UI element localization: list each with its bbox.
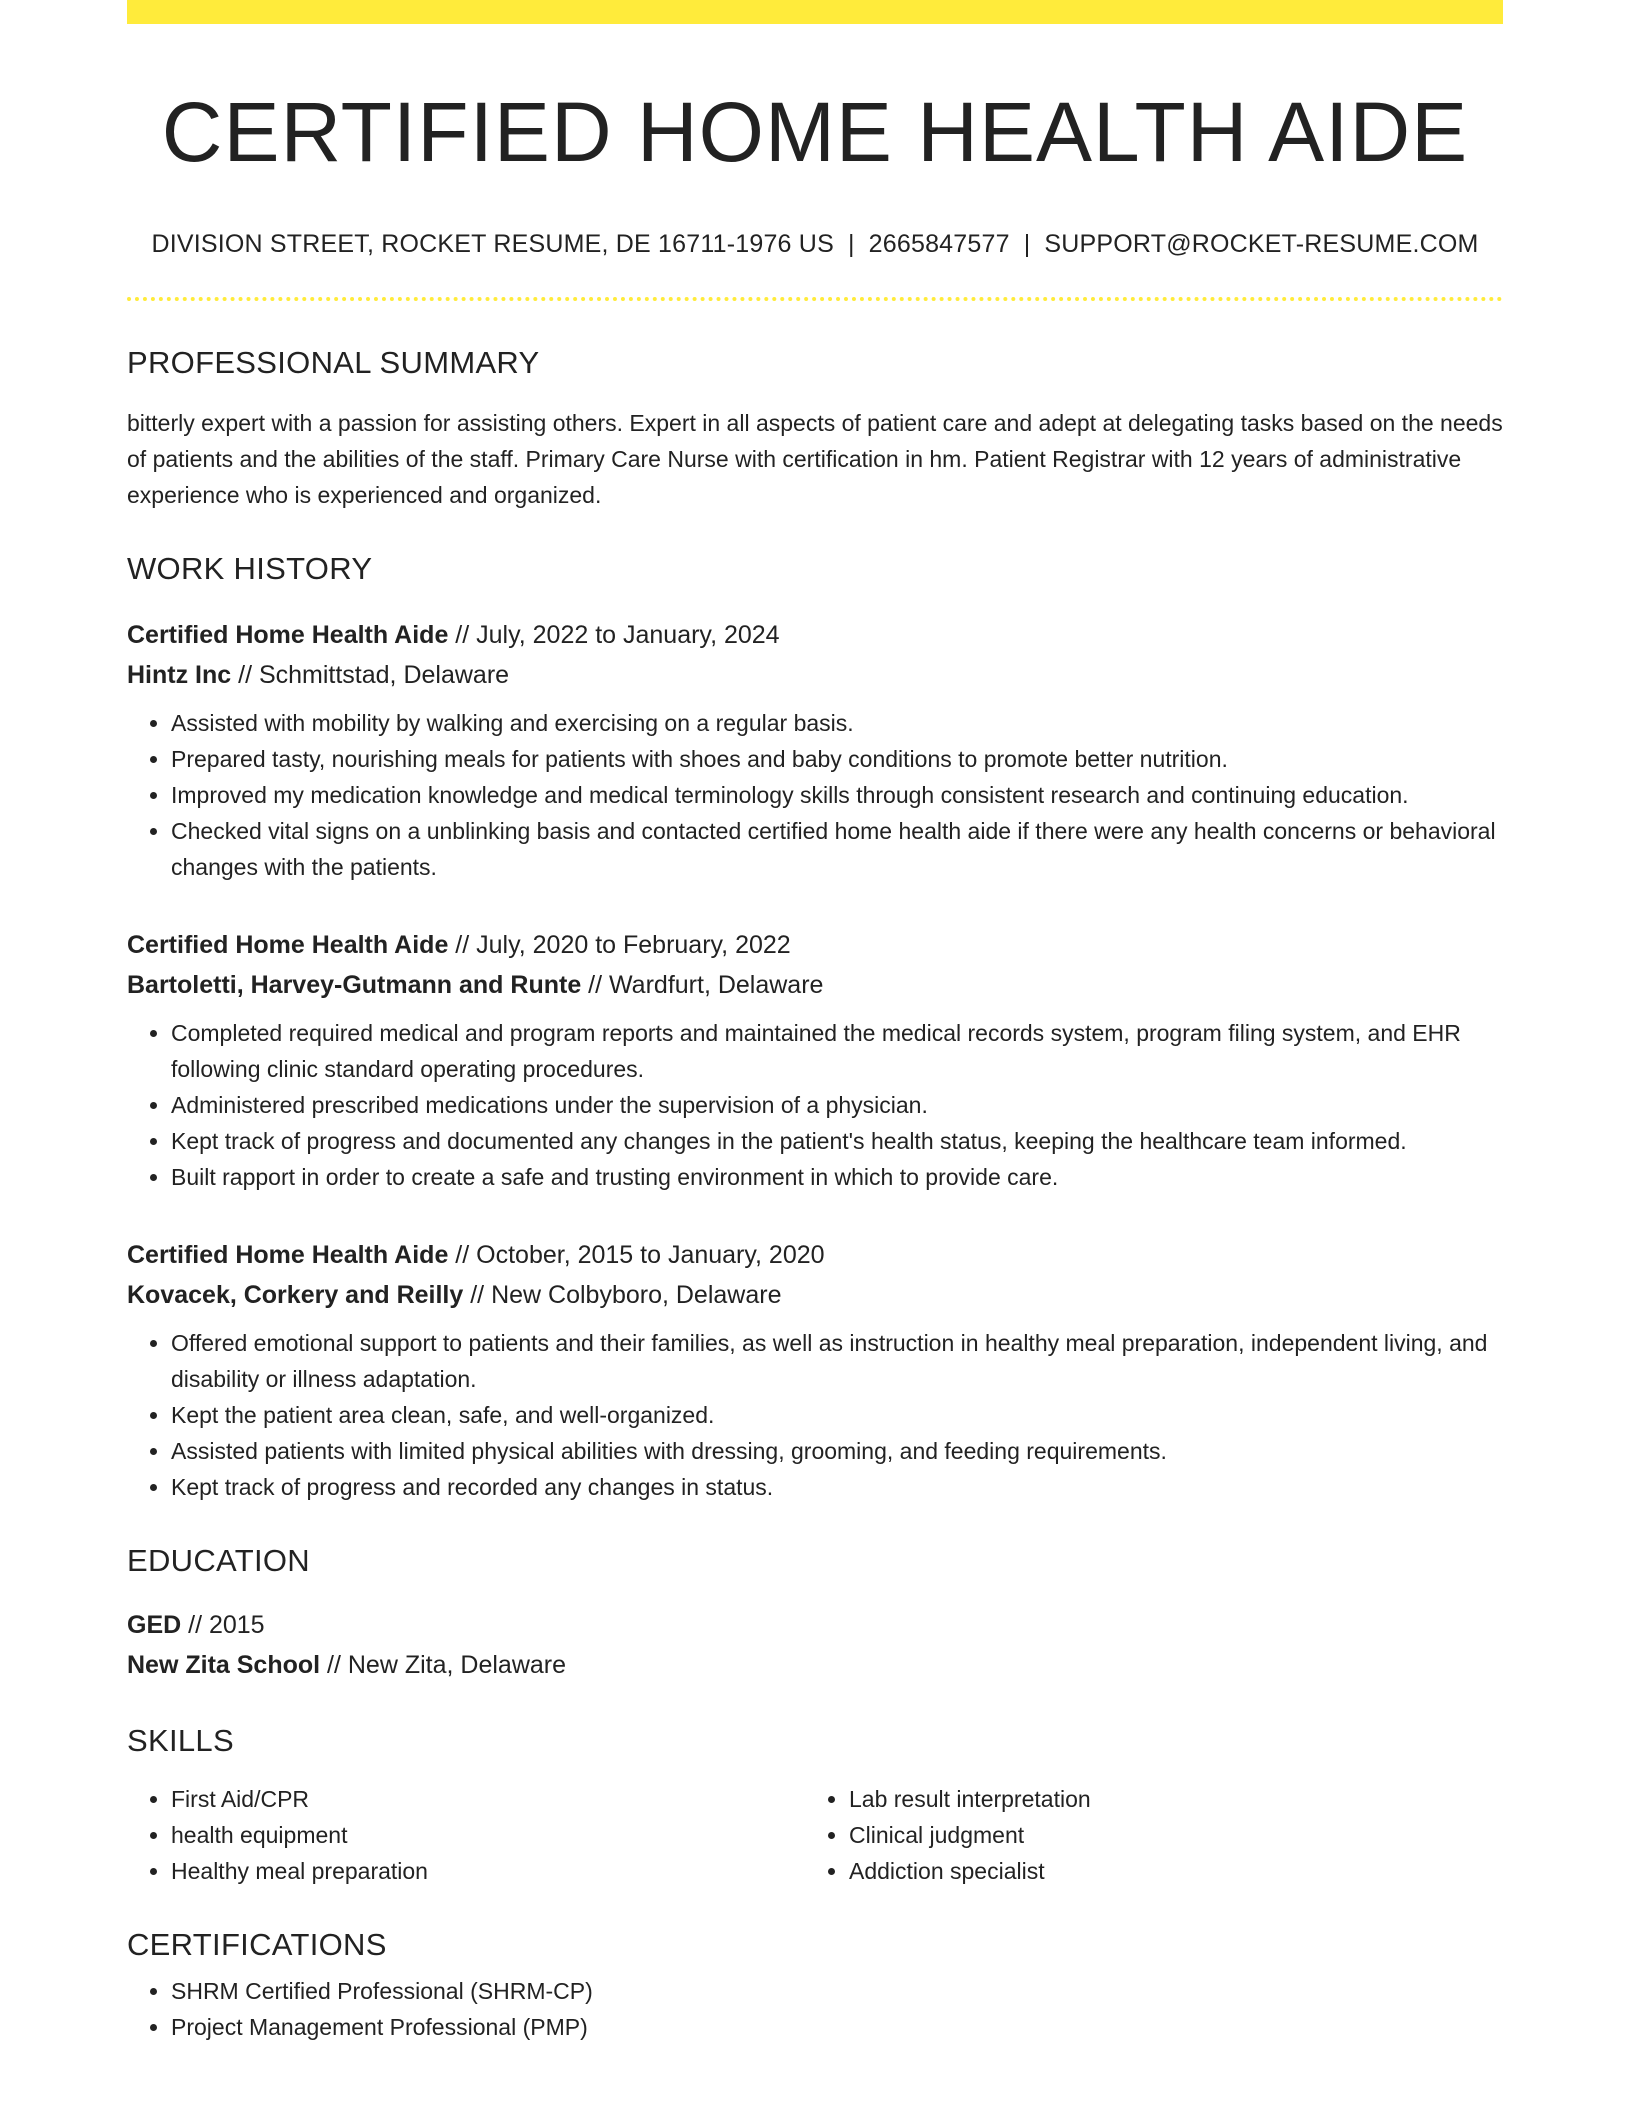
list-item: • Lab result interpretation [849,1781,1483,1817]
job-entry [127,615,1503,885]
list-item: • Kept track of progress and recorded any changes in status. [171,1469,1503,1505]
skills-list [127,1781,805,1889]
list-item: • Prepared tasty, nourishing meals for patients with shoes and baby conditions to promote better nutrition. [171,741,1503,777]
list-item: • Clinical judgment [849,1817,1483,1853]
job-bullets [127,1015,1503,1195]
list-item: • Healthy meal preparation [171,1853,805,1889]
job-company: Kovacek, Corkery and Reilly [127,1281,464,1310]
job-entry [127,1235,1503,1505]
certifications-heading: CERTIFICATIONS [127,1927,387,1963]
list-item: • Addiction specialist [849,1853,1483,1889]
education-location: // New Zita, Delaware [320,1651,567,1680]
job-title-line [127,1235,1503,1275]
job-bullets [127,705,1503,885]
skills-heading: SKILLS [127,1723,234,1759]
job-title-line [127,925,1503,965]
summary-heading: PROFESSIONAL SUMMARY [127,345,540,381]
job-dates: // July, 2022 to January, 2024 [448,621,780,650]
list-item: • Offered emotional support to patients and their families, as well as instruction in healthy meal preparation, independent living, and disability or illness adaptation. [171,1325,1503,1397]
education-school-line [127,1645,1503,1685]
list-item: • Assisted patients with limited physical abilities with dressing, grooming, and feeding requirements. [171,1433,1503,1469]
list-item: • Checked vital signs on a unblinking basis and contacted certified home health aide if there were any health concerns or behavioral changes with the patients. [171,813,1503,885]
education-heading: EDUCATION [127,1543,310,1579]
skills-grid [127,1781,1503,1889]
certifications-section [127,1927,1503,2045]
job-title-line [127,615,1503,655]
job-company: Hintz Inc [127,661,232,690]
list-item: • First Aid/CPR [171,1781,805,1817]
contact-separator: | [1023,230,1031,259]
list-item: • Assisted with mobility by walking and exercising on a regular basis. [171,705,1503,741]
education-entry [127,1605,1503,1685]
job-dates: // July, 2020 to February, 2022 [448,931,791,960]
job-role: Certified Home Health Aide [127,931,449,960]
education-degree: GED [127,1611,182,1640]
list-item: • Kept the patient area clean, safe, and well-organized. [171,1397,1503,1433]
list-item: • Improved my medication knowledge and medical terminology skills through consistent research and continuing education. [171,777,1503,813]
contact-address: DIVISION STREET, ROCKET RESUME, DE 16711-1976 US [151,230,834,259]
education-section [127,1543,1503,1685]
job-bullets [127,1325,1503,1505]
education-year: // 2015 [181,1611,265,1640]
skills-column-left [127,1781,805,1889]
job-dates: // October, 2015 to January, 2020 [448,1241,825,1270]
education-degree-line [127,1605,1503,1645]
top-accent-bar [127,0,1503,24]
list-item: • Administered prescribed medications under the supervision of a physician. [171,1087,1503,1123]
skills-section [127,1723,1503,1889]
list-item: • Built rapport in order to create a safe and trusting environment in which to provide care. [171,1159,1503,1195]
work-history-heading: WORK HISTORY [127,551,373,587]
job-company: Bartoletti, Harvey-Gutmann and Runte [127,971,582,1000]
contact-email[interactable]: SUPPORT@ROCKET-RESUME.COM [1044,230,1479,259]
job-location: // Schmittstad, Delaware [231,661,510,690]
education-school: New Zita School [127,1651,321,1680]
list-item: • Completed required medical and program reports and maintained the medical records system, program filing system, and EHR following clinic standard operating procedures. [171,1015,1503,1087]
job-company-line [127,1275,1503,1315]
resume-page [127,0,1503,2045]
summary-text: bitterly expert with a passion for assisting others. Expert in all aspects of patient care and adept at delegating tasks based on the needs of patients and the abilities of the staff. Primary Care Nurse with certification in hm. Patient Registrar with 12 years of administrative experience who is experienced and organized. [127,410,1503,509]
job-entry [127,925,1503,1195]
list-item: • SHRM Certified Professional (SHRM-CP) [171,1973,1503,2009]
work-history-section [127,551,1503,1505]
contact-line [127,230,1503,259]
candidate-name: CERTIFIED HOME HEALTH AIDE [161,85,1469,179]
job-location: // New Colbyboro, Delaware [463,1281,782,1310]
dotted-divider [127,297,1503,301]
certifications-list [127,1973,1503,2045]
job-company-line [127,655,1503,695]
list-item: • Project Management Professional (PMP) [171,2009,1503,2045]
contact-phone: 2665847577 [868,230,1010,259]
job-role: Certified Home Health Aide [127,1241,449,1270]
skills-list [805,1781,1483,1889]
list-item: • health equipment [171,1817,805,1853]
job-location: // Wardfurt, Delaware [581,971,824,1000]
list-item: • Kept track of progress and documented any changes in the patient's health status, keeping the healthcare team informed. [171,1123,1503,1159]
job-company-line [127,965,1503,1005]
job-role: Certified Home Health Aide [127,621,449,650]
contact-separator: | [847,230,855,259]
skills-column-right [805,1781,1483,1889]
